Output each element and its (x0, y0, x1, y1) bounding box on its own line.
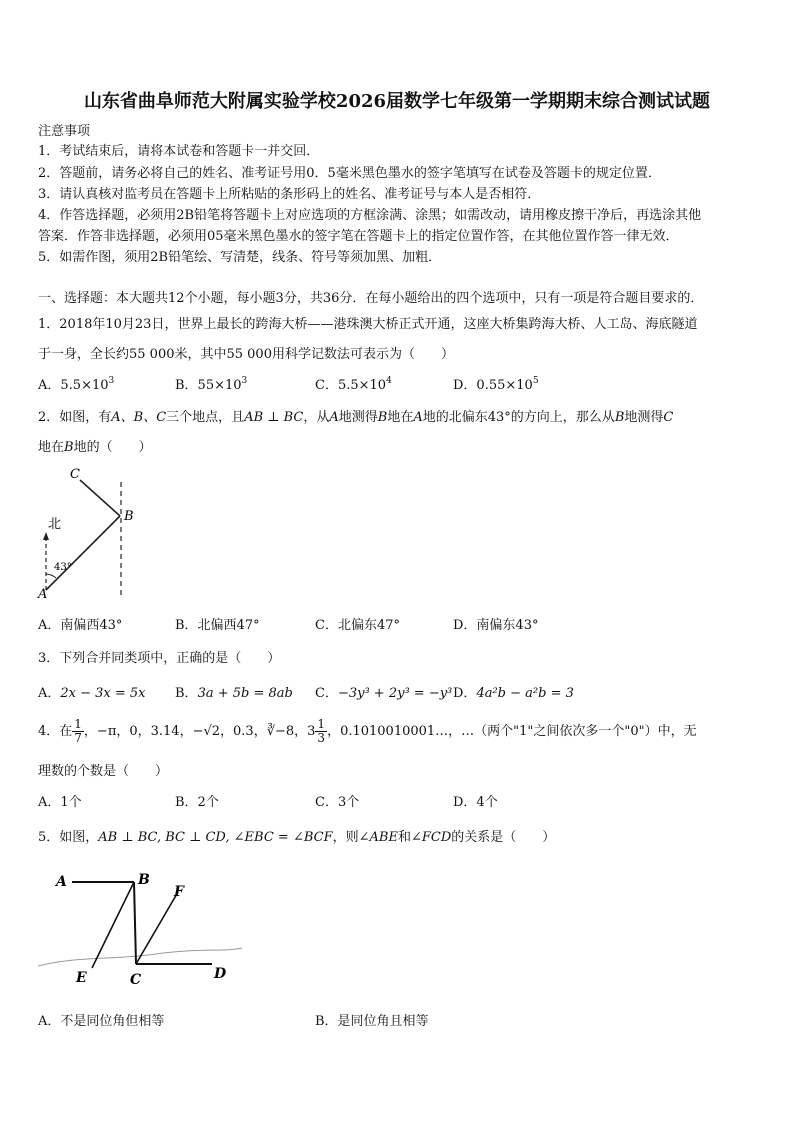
q3-stem: 3．下列合并同类项中，正确的是（ ） (38, 651, 281, 666)
q4-option-b: B．2个 (175, 795, 219, 810)
q5-stem: 5．如图，AB ⊥ BC, BC ⊥ CD, ∠EBC = ∠BCF，则∠ABE和∠FCD的关系是（ ） (38, 830, 556, 845)
q2-stem-line1: 2．如图，有A、B、C三个地点，且AB ⊥ BC，从A地测得B地在A地的北偏东43°的方向上，那么从B地测得C (38, 410, 674, 425)
q2-option-d: D．南偏东43° (453, 618, 539, 633)
label-b: B (124, 509, 134, 524)
mixed-fraction-part: $\frac{1}{3}$ (317, 717, 326, 745)
q3-option-a: A．2x − 3x = 5x (38, 686, 146, 701)
q1-option-a: A．$5.5\times 10^3$ (38, 376, 115, 393)
segment-bc (134, 882, 136, 964)
q1-option-c: C．$5.5\times 10^4$ (315, 376, 392, 393)
q2-option-b: B．北偏西47° (175, 618, 260, 633)
q5-figure (36, 864, 246, 992)
angle-arc (46, 574, 56, 578)
q2-option-c: C．北偏东47° (315, 618, 400, 633)
label-angle: 43° (54, 562, 72, 573)
q1-stem-line2: 于一身，全长约55 000米，其中55 000用科学记数法可表示为（ ） (38, 347, 454, 362)
label-e: E (76, 970, 87, 986)
notice-item-4: 4．作答选择题，必须用2B铅笔将答题卡上对应选项的方框涂满、涂黑；如需改动，请用橡皮擦干净后，再选涂其他 (38, 208, 702, 223)
label-d: D (214, 966, 227, 982)
label-a: A (56, 874, 67, 890)
q4-option-c: C．3个 (315, 795, 360, 810)
notice-item-4-cont: 答案．作答非选择题，必须用05毫米黑色墨水的签字笔在答题卡上的指定位置作答，在其他位置作答一律无效． (38, 229, 679, 244)
label-c: C (70, 467, 80, 482)
notice-heading: 注意事项 (38, 124, 91, 139)
notice-item-3: 3．请认真核对监考员在答题卡上所粘贴的条形码上的姓名、准考证号与本人是否相符． (38, 187, 541, 202)
label-b: B (138, 872, 150, 888)
q3-option-b: B．3a + 5b = 8ab (175, 686, 293, 701)
q2-stem-line2: 地在B地的（ ） (38, 440, 152, 455)
q3-option-d: D．4a²b − a²b = 3 (453, 686, 574, 701)
q4-stem-line2: 理数的个数是（ ） (38, 764, 169, 779)
q4-stem-line1: 4．在 $\frac{1}{7}$ ，−π，0，3.14，−√2，0.3，∛−8，3 $\frac{1}{3}$ ，0.1010010001…，…（两个"1"之间依次多一个"0"）中，无 (38, 717, 697, 745)
notice-item-1: 1．考试结束后，请将本试卷和答题卡一并交回． (38, 144, 320, 159)
segment-be (92, 882, 134, 968)
section-heading: 一、选择题：本大题共12个小题，每小题3分，共36分．在每小题给出的四个选项中，只有一项是符合题目要求的． (38, 291, 704, 306)
q5-option-b: B．是同位角且相等 (315, 1014, 429, 1029)
label-a: A (38, 587, 48, 602)
notice-item-2: 2．答题前，请务必将自己的姓名、准考证号用0．5毫米黑色墨水的签字笔填写在试卷及答题卡的规定位置． (38, 166, 661, 181)
q5-option-a: A．不是同位角但相等 (38, 1014, 165, 1029)
fraction-one-seventh: $\frac{1}{7}$ (74, 717, 82, 745)
q4-option-a: A．1个 (38, 795, 82, 810)
label-c: C (130, 972, 142, 988)
segment-bc (80, 480, 120, 516)
q1-option-b: B．$55\times 10^3$ (175, 376, 248, 393)
north-arrow-icon (43, 532, 49, 540)
q3-option-c: C．−3y³ + 2y³ = −y³ (315, 686, 453, 701)
page-title: 山东省曲阜师范大附属实验学校2026届数学七年级第一学期期末综合测试试题 (83, 91, 711, 112)
label-f: F (174, 884, 184, 900)
q4-option-d: D．4个 (453, 795, 498, 810)
q1-stem-line1: 1．2018年10月23日，世界上最长的跨海大桥——港珠澳大桥正式开通，这座大桥集跨海大桥、人工岛、海底隧道 (38, 317, 698, 332)
q2-figure (36, 462, 136, 602)
segment-cf (136, 892, 178, 964)
label-north: 北 (48, 517, 62, 532)
notice-item-5: 5．如需作图，须用2B铅笔绘、写清楚，线条、符号等须加黑、加粗． (38, 250, 442, 265)
q1-option-d: D．$0.55\times 10^5$ (453, 376, 539, 393)
q2-option-a: A．南偏西43° (38, 618, 123, 633)
